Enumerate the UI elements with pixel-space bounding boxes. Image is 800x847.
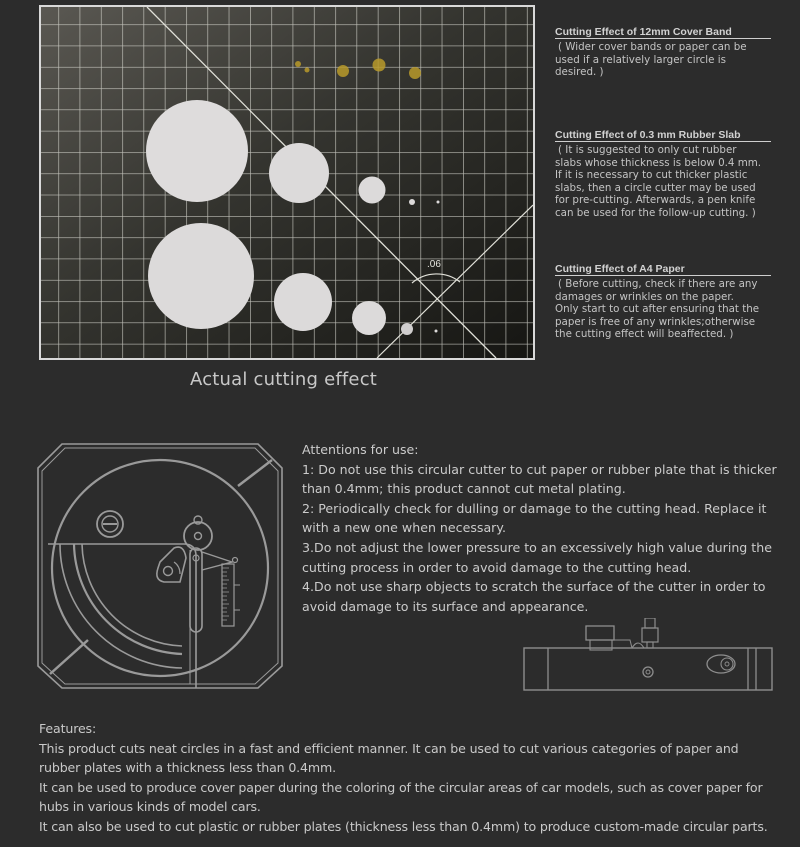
note-title: Cutting Effect of A4 Paper (555, 263, 685, 275)
note-line: paper is free of any wrinkles;otherwise (555, 315, 756, 328)
cutter-side-view-diagram (520, 618, 780, 702)
feature-line: hubs in various kinds of model cars. (39, 799, 261, 815)
features-heading: Features: (39, 721, 97, 736)
attention-line: cutting process in order to avoid damage to the cutting head. (302, 559, 692, 575)
cutting-effect-photo (39, 5, 535, 360)
note-line: the cutting effect will beaffected. ) (555, 328, 734, 340)
cutter-top-view-diagram (36, 440, 286, 694)
attention-line: 3.Do not adjust the lower pressure to an excessively high value during the (302, 539, 772, 555)
note-title: Cutting Effect of 12mm Cover Band (555, 26, 732, 38)
note-line: used if a relatively larger circle is (555, 53, 726, 66)
note-line: ( Before cutting, check if there are any (558, 278, 758, 290)
note-line: desired. ) (555, 66, 604, 78)
note-line: can be used for the follow-up cutting. ) (555, 206, 756, 219)
note-title: Cutting Effect of 0.3 mm Rubber Slab (555, 129, 741, 141)
note-line: If it is necessary to cut thicker plastic (555, 169, 748, 181)
attentions-heading: Attentions for use: (302, 442, 419, 457)
note-line: ( Wider cover bands or paper can be (558, 41, 747, 53)
attention-line: 1: Do not use this circular cutter to cut paper or rubber plate that is thicker (302, 461, 777, 477)
note-rubber-slab (555, 127, 795, 219)
note-line: ( It is suggested to only cut rubber (558, 144, 737, 156)
note-body (555, 278, 787, 341)
feature-line: It can be used to produce cover paper during the coloring of the circular areas of car models, such as cover paper for (39, 779, 763, 795)
note-line: slabs, then a circle cutter may be used (555, 181, 756, 194)
feature-line: rubber plates with a thickness less than 0.4mm. (39, 760, 336, 776)
note-line: Only start to cut after ensuring that the (555, 303, 760, 315)
attention-line: 2: Periodically check for dulling or damage to the cutting head. Replace it (302, 500, 767, 516)
attention-line: with a new one when necessary. (302, 520, 507, 536)
note-a4-paper (555, 261, 795, 341)
attention-line: avoid damage to its surface and appearance. (302, 598, 589, 614)
attention-line: 4.Do not use sharp objects to scratch the surface of the cutter in order to (302, 579, 766, 595)
note-12mm-cover-band (555, 24, 795, 79)
feature-line: It can also be used to cut plastic or rubber plates (thickness less than 0.4mm) to produce custom-made circular parts. (39, 818, 768, 834)
note-line: slabs whose thickness is below 0.4 mm. (555, 156, 762, 169)
attention-line: than 0.4mm; this product cannot cut metal plating. (302, 481, 626, 497)
note-body (555, 144, 787, 219)
cutting-mat-image (41, 7, 533, 358)
note-body (555, 41, 787, 79)
feature-line: This product cuts neat circles in a fast and efficient manner. It can be used to cut various categories of paper and (39, 740, 739, 756)
note-title-underline (555, 127, 771, 142)
note-line: damages or wrinkles on the paper. (555, 290, 734, 303)
features-section (39, 719, 799, 837)
photo-caption: Actual cutting effect (190, 369, 378, 390)
attentions-section (302, 440, 792, 616)
angle-label: .06 (427, 259, 441, 270)
note-line: for pre-cutting. Afterwards, a pen knife (555, 194, 756, 206)
note-title-underline (555, 261, 771, 276)
note-title-underline (555, 24, 771, 39)
